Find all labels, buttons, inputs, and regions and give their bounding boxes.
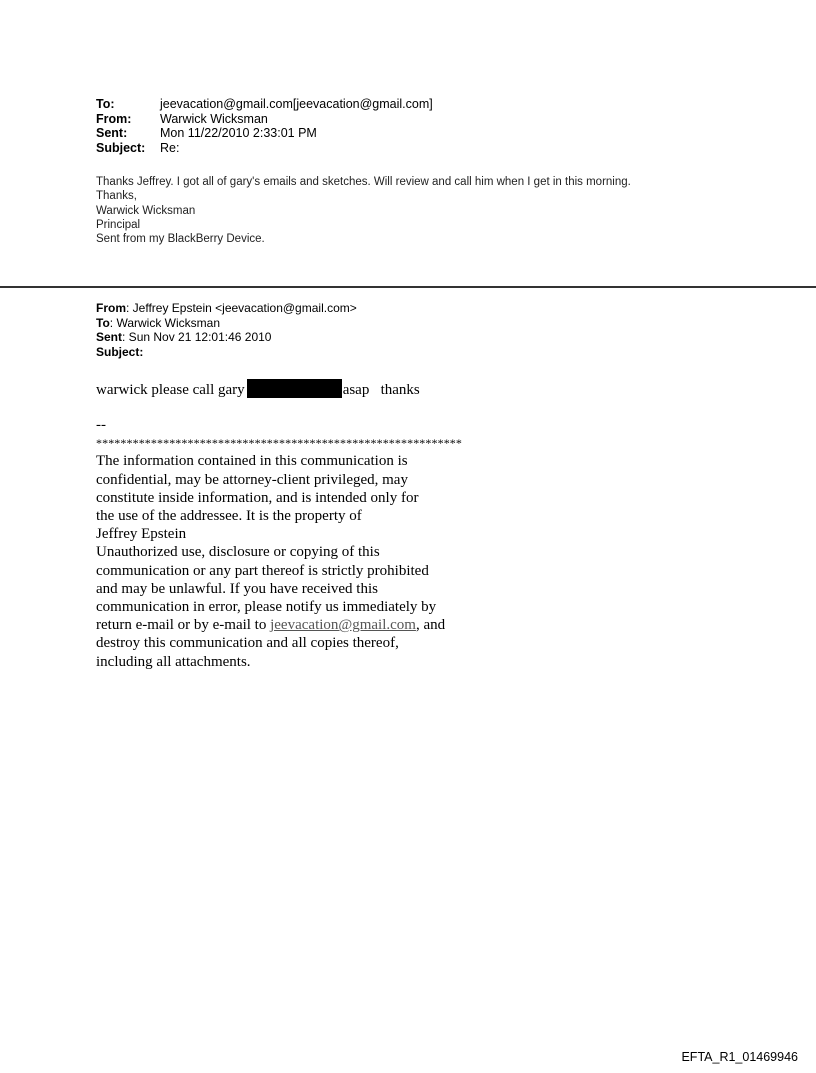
email1-sent-value: Mon 11/22/2010 2:33:01 PM [160,126,317,140]
email2-subject-row [96,345,357,360]
email2-sent-value: : Sun Nov 21 12:01:46 2010 [122,330,272,344]
email2-header [96,301,357,359]
email1-from-row [96,112,433,127]
return-line-after: , and [415,617,446,634]
email1-body-line: Principal [96,218,141,231]
email2-sent-label: Sent [96,330,123,344]
email1-body-line: Thanks Jeffrey. I got all of gary's emails and sketches. Will review and call him when I get in this morning. [96,176,631,188]
email-link[interactable]: jeevacation@gmail.com [270,617,416,634]
email1-sent-row [96,126,433,141]
email1-subject-value: Re: [160,140,180,155]
email-divider [0,286,816,288]
email2-message-after: asap thanks [342,382,420,398]
disclaimer-line: Jeffrey Epstein [96,526,187,543]
email1-to-value: jeevacation@gmail.com[jeevacation@gmail.com] [160,97,433,111]
email2-to-row [96,316,357,331]
email2-from-label: From [96,301,126,315]
disclaimer-line: the use of the addressee. It is the property of [96,508,362,525]
email2-subject-value: : [139,344,144,359]
email2-subject-label: Subject [96,344,140,359]
email1-body-line: Sent from my BlackBerry Device. [96,233,265,246]
email1-from-value: Warwick Wicksman [160,111,268,126]
email1-body [96,175,631,246]
email1-sent-label: Sent: [96,126,128,140]
email2-signature [96,416,462,671]
return-line-before: return e-mail or by e-mail to [96,617,271,634]
email1-to-label: To: [96,97,115,111]
email2-message [96,379,420,399]
email2-from-row [96,301,357,316]
email1-body-line: Warwick Wicksman [96,204,196,217]
email1-subject-label: Subject: [96,140,146,155]
email2-from-value: : Jeffrey Epstein <jeevacation@gmail.com> [126,301,357,315]
disclaimer-line: confidential, may be attorney-client privileged, may [96,471,408,488]
signature-stars: ************************************************************ [96,436,462,451]
document-id: EFTA_R1_01469946 [681,1050,798,1064]
email1-subject-row [96,141,433,156]
disclaimer-line: and may be unlawful. If you have received this [96,580,378,597]
email1-body-line: Thanks, [96,190,137,203]
disclaimer-line: Unauthorized use, disclosure or copying of this [96,544,380,561]
disclaimer-return-line [96,616,462,634]
disclaimer-line: communication or any part thereof is strictly prohibited [96,562,429,579]
disclaimer-line: destroy this communication and all copies thereof, [96,635,399,652]
disclaimer-line: communication in error, please notify us immediately by [96,599,437,616]
disclaimer-line: constitute inside information, and is intended only for [96,489,419,506]
redaction-box [247,379,342,398]
email2-sent-row [96,330,357,345]
email2-to-label: To [96,315,110,330]
signature-dash: -- [96,417,106,433]
email2-message-before: warwick please call gary [96,382,245,398]
email2-to-value: : Warwick Wicksman [109,315,221,330]
email1-from-label: From: [96,111,132,126]
disclaimer-line: including all attachments. [96,653,251,670]
email1-header [96,97,433,155]
disclaimer-line: The information contained in this communication is [96,453,408,470]
email1-to-row [96,97,433,112]
